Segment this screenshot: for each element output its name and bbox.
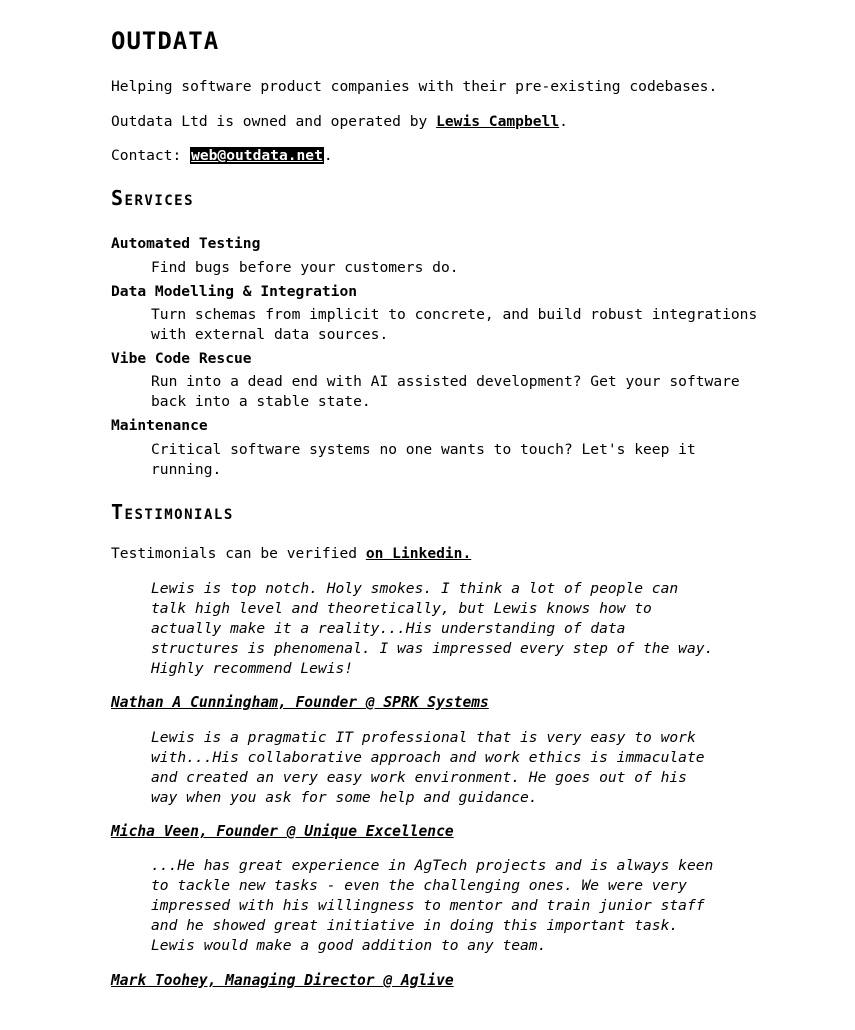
- owner-line: [111, 112, 568, 132]
- testimonials-intro-prefix: Testimonials can be verified: [111, 545, 366, 562]
- contact-prefix: Contact:: [111, 147, 191, 164]
- service-description: Critical software systems no one wants to touch? Let's keep it running.: [151, 441, 696, 478]
- service-description: Run into a dead end with AI assisted development? Get your software back into a stable state.: [151, 373, 740, 410]
- testimonials-intro: [111, 544, 471, 564]
- contact-line: [111, 146, 333, 166]
- testimonials-heading: Testimonials: [111, 500, 234, 524]
- services-heading: Services: [111, 186, 195, 210]
- contact-email-link[interactable]: web@outdata.net: [191, 147, 323, 164]
- owner-link[interactable]: Lewis Campbell: [436, 113, 560, 130]
- service-name: Maintenance: [111, 417, 208, 434]
- site-title: OUTDATA: [111, 27, 220, 55]
- owner-prefix: Outdata Ltd is owned and operated by: [111, 113, 437, 130]
- service-name: Data Modelling & Integration: [111, 283, 358, 300]
- owner-suffix: .: [559, 113, 568, 130]
- tagline: Helping software product companies with their pre-existing codebases.: [111, 78, 718, 95]
- testimonial-quote: Lewis is top notch. Holy smokes. I think a lot of people can talk high level and theoretically, but Lewis knows how to actually make it a reality...His understanding of data structures is phenomenal. I was impressed every step of the way. Highly recommend Lewis!: [151, 580, 714, 677]
- contact-suffix: .: [323, 147, 333, 164]
- service-description: Find bugs before your customers do.: [151, 259, 459, 276]
- testimonial-author-link[interactable]: Micha Veen, Founder @ Unique Excellence: [111, 823, 454, 840]
- testimonial-author-link[interactable]: Nathan A Cunningham, Founder @ SPRK Systems: [111, 694, 489, 711]
- testimonial-quote: Lewis is a pragmatic IT professional that is very easy to work with...His collaborative approach and work ethics is immaculate and created an very easy work environment. He goes out of his way when you ask for some help and guidance.: [151, 729, 705, 806]
- testimonial-quote: ...He has great experience in AgTech projects and is always keen to tackle new tasks - even the challenging ones. We were very impressed with his willingness to mentor and train junior staff and he showed great initiative in doing this important task. Lewis would make a good addition to any team.: [151, 857, 714, 954]
- service-description: Turn schemas from implicit to concrete, and build robust integrations with external data sources.: [151, 306, 758, 343]
- service-name: Vibe Code Rescue: [111, 350, 252, 367]
- service-name: Automated Testing: [111, 235, 261, 252]
- testimonial-author-link[interactable]: Mark Toohey, Managing Director @ Aglive: [111, 972, 454, 989]
- linkedin-link[interactable]: on Linkedin.: [365, 545, 472, 562]
